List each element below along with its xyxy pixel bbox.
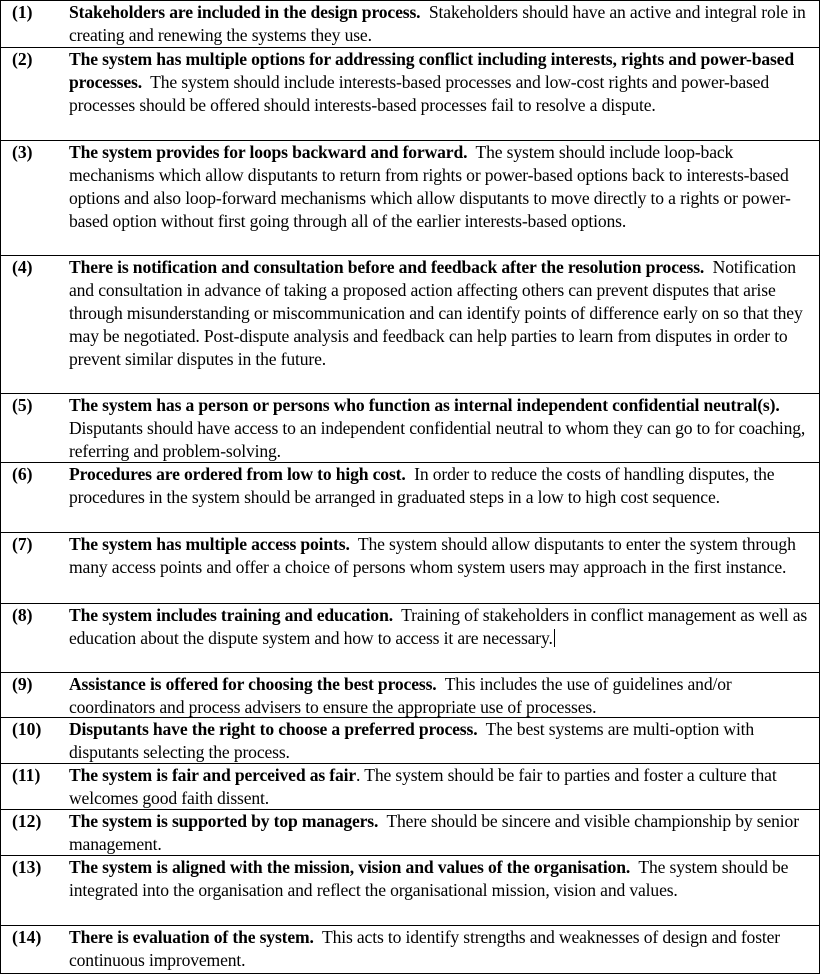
principle-title: Procedures are ordered from low to high cost. [69,464,406,484]
principle-description: Disputants should have access to an independent confidential neutral to whom they can go to for coaching, referring and problem-solving. [69,418,806,461]
principle-body [69,394,819,462]
principle-title: Stakeholders are included in the design process. [69,2,421,22]
principle-body [69,141,819,255]
principle-row [1,673,819,718]
principle-row [1,48,819,141]
principle-number: (4) [12,257,33,277]
principle-description: The system should include interests-based processes and low-cost rights and power-based processes should be offered should interests-based processes fail to resolve a dispute. [69,72,769,115]
principle-row [1,141,819,256]
principle-body [69,48,819,140]
principle-description: This acts to identify strengths and weaknesses of design and foster continuous improvement. [69,927,781,970]
principle-title: The system provides for loops backward and forward. [69,142,468,162]
principle-title: The system is supported by top managers. [69,811,379,831]
principle-body [69,764,819,809]
principle-description: Notification and consultation in advance of taking a proposed action affecting others can prevent disputes that arise through misunderstanding or miscommunication and can identify points of difference early on so that they may be negotiated. Post-dispute analysis and feedback can help parties to learn from disputes in order to prevent similar disputes in the future. [69,257,803,369]
principle-description: . The system should be fair to parties and foster a culture that welcomes good faith dissent. [69,765,777,808]
principle-title: The system is fair and perceived as fair [69,765,357,785]
principle-title: Assistance is offered for choosing the best process. [69,674,437,694]
principle-number: (3) [12,142,33,162]
principle-body [69,673,819,717]
principle-row [1,604,819,673]
principle-number: (6) [12,464,33,484]
principle-description: The system should include loop-back mechanisms which allow disputants to return from rights or power-based options back to interests-based options and also loop-forward mechanisms which allow disputants to move directly to a rights or power-based option without first going through all of the earlier interests-based options. [69,142,791,231]
principle-number: (10) [12,719,42,739]
principle-number: (11) [12,765,41,785]
principle-body [69,256,819,393]
principle-number: (9) [12,674,33,694]
principle-description: The system should allow disputants to enter the system through many access points and offer a choice of persons whom system users may approach in the first instance. [69,534,796,577]
principle-number: (7) [12,534,33,554]
principle-title: The system has a person or persons who function as internal independent confidential neutral(s). [69,395,780,415]
principle-description: Training of stakeholders in conflict management as well as education about the dispute system and how to access it are necessary. [69,605,808,648]
principle-title: The system has multiple options for addressing conflict including interests, rights and power-based processes. [69,49,794,92]
principle-row [1,394,819,463]
principle-number: (1) [12,2,33,22]
principle-description: Stakeholders should have an active and integral role in creating and renewing the systems they use. [69,2,806,45]
principle-description: The system should be integrated into the organisation and reflect the organisational mission, vision and values. [69,857,789,900]
principle-title: The system is aligned with the mission, vision and values of the organisation. [69,857,631,877]
principle-title: The system includes training and education. [69,605,393,625]
principle-description: In order to reduce the costs of handling disputes, the procedures in the system should be arranged in graduated steps in a low to high cost sequence. [69,464,775,507]
principle-row [1,718,819,764]
principle-body [69,926,819,973]
principle-row [1,256,819,394]
principle-row [1,764,819,810]
principle-title: There is notification and consultation before and feedback after the resolution process. [69,257,705,277]
principle-number: (13) [12,857,42,877]
principle-description: There should be sincere and visible championship by senior management. [69,811,799,854]
principle-row [1,1,819,48]
principle-number: (14) [12,927,42,947]
principle-number: (5) [12,395,33,415]
principle-body [69,604,819,672]
principle-number: (8) [12,605,33,625]
principle-body [69,533,819,603]
principle-body [69,718,819,763]
principle-description: The best systems are multi-option with disputants selecting the process. [69,719,755,762]
principle-description: This includes the use of guidelines and/or coordinators and process advisers to ensure the appropriate use of processes. [69,674,732,717]
principle-body [69,463,819,532]
principle-body [69,1,819,47]
principle-body [69,856,819,925]
principle-row [1,926,819,973]
principle-title: Disputants have the right to choose a preferred process. [69,719,478,739]
principle-title: There is evaluation of the system. [69,927,314,947]
principle-body [69,810,819,855]
principle-row [1,810,819,856]
principle-row [1,463,819,533]
principle-title: The system has multiple access points. [69,534,350,554]
principle-row [1,856,819,926]
principle-number: (2) [12,49,33,69]
text-cursor [554,629,555,647]
principle-number: (12) [12,811,42,831]
principle-row [1,533,819,604]
